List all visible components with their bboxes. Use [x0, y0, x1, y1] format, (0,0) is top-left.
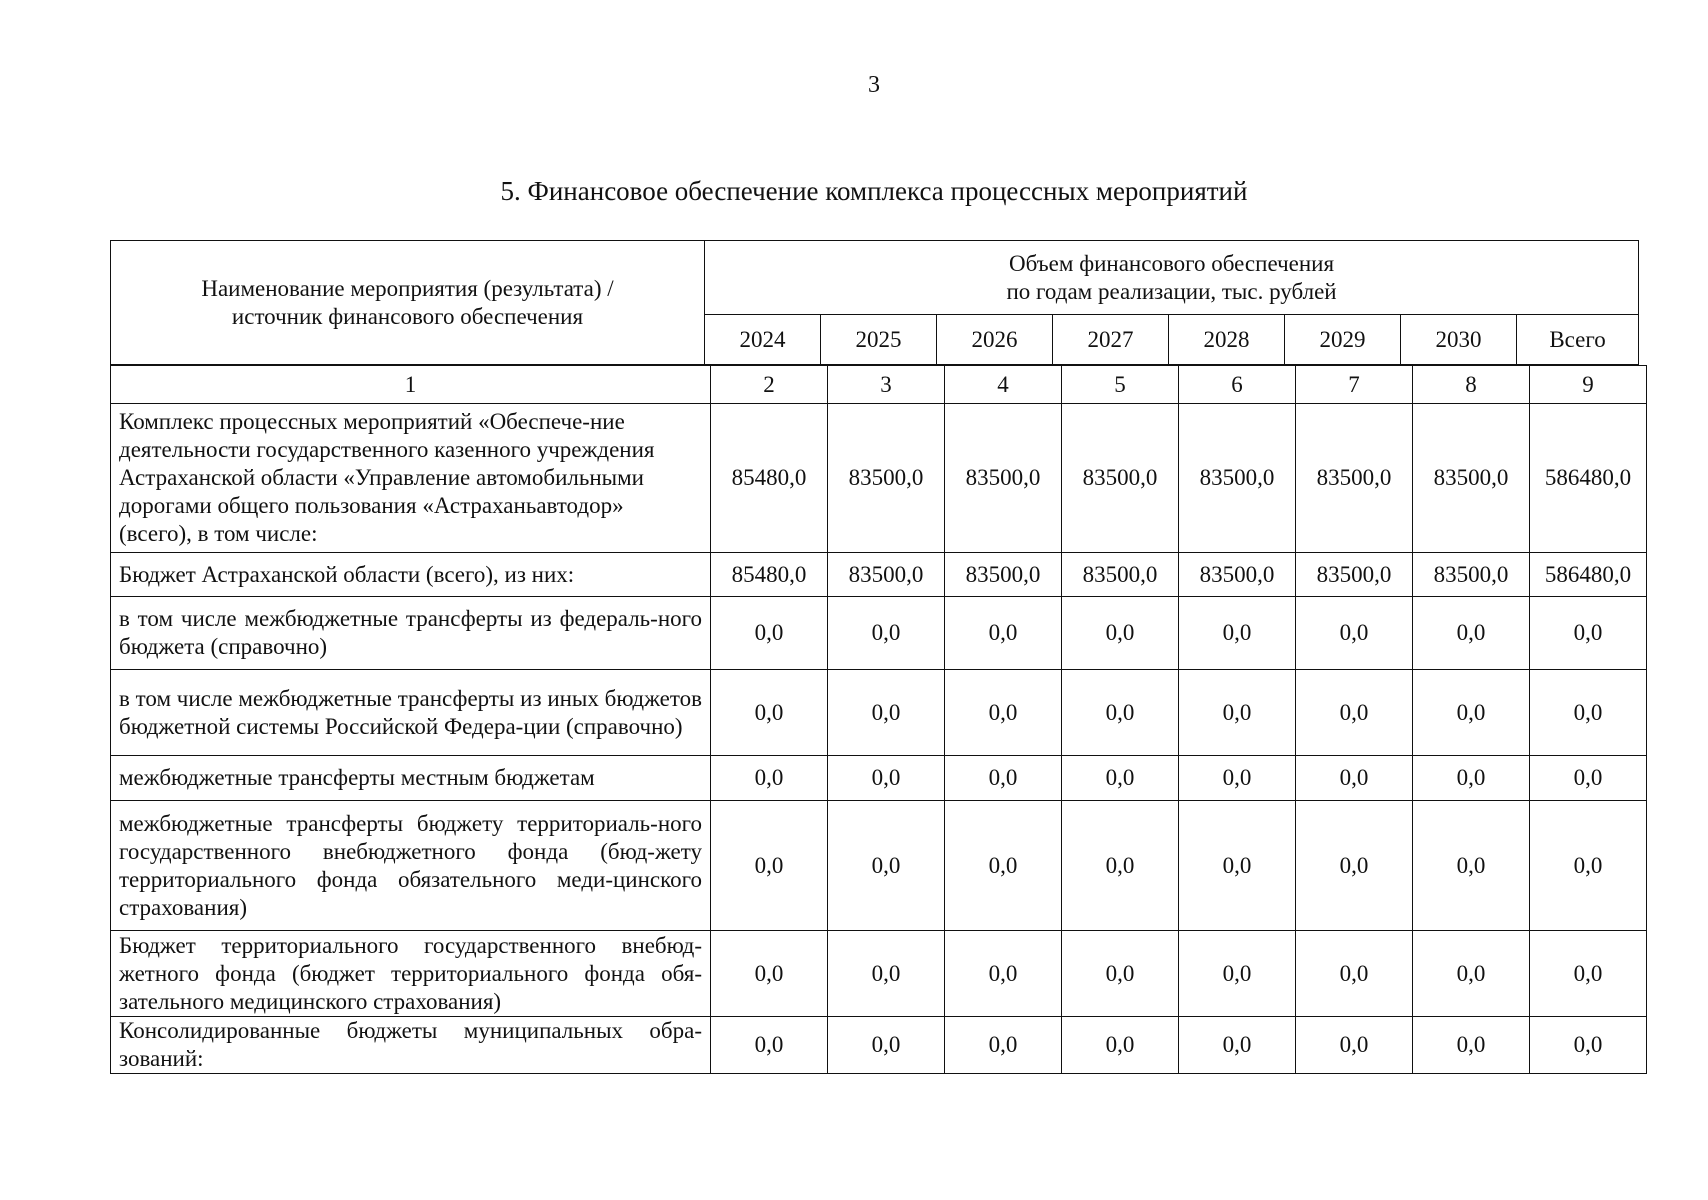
- value-2025: 83500,0: [828, 404, 945, 553]
- column-number: 3: [828, 366, 945, 404]
- header-year-2030: 2030: [1401, 315, 1517, 365]
- value-total: 0,0: [1530, 597, 1647, 670]
- section-title: 5. Финансовое обеспечение комплекса процессных мероприятий: [500, 176, 1248, 206]
- value-2025: 0,0: [828, 1017, 945, 1074]
- value-2030: 0,0: [1413, 756, 1530, 801]
- value-2024: 0,0: [711, 801, 828, 931]
- column-number: 9: [1530, 366, 1647, 404]
- value-2026: 83500,0: [945, 404, 1062, 553]
- value-2029: 0,0: [1296, 801, 1413, 931]
- value-2027: 0,0: [1062, 801, 1179, 931]
- header-name-cell: [111, 241, 705, 365]
- value-2026: 0,0: [945, 670, 1062, 756]
- row-name: межбюджетные трансферты местным бюджетам: [111, 756, 711, 801]
- value-total: 0,0: [1530, 1017, 1647, 1074]
- header-year-2025: 2025: [821, 315, 937, 365]
- value-2024: 0,0: [711, 670, 828, 756]
- value-2029: 83500,0: [1296, 553, 1413, 597]
- row-name: в том числе межбюджетные трансферты из федераль-ного бюджета (справочно): [111, 597, 711, 670]
- value-2028: 0,0: [1179, 597, 1296, 670]
- value-2025: 83500,0: [828, 553, 945, 597]
- value-2028: 0,0: [1179, 1017, 1296, 1074]
- financing-table: [110, 365, 1647, 1074]
- header-volume-line1: Объем финансового обеспечения: [1009, 250, 1335, 276]
- value-2027: 0,0: [1062, 1017, 1179, 1074]
- value-total: 0,0: [1530, 801, 1647, 931]
- value-2026: 0,0: [945, 756, 1062, 801]
- value-2027: 0,0: [1062, 756, 1179, 801]
- value-2028: 83500,0: [1179, 404, 1296, 553]
- value-total: 0,0: [1530, 931, 1647, 1017]
- header-volume-line2: по годам реализации, тыс. рублей: [1006, 278, 1337, 304]
- header-year-2024: 2024: [705, 315, 821, 365]
- header-name-line2: источник финансового обеспечения: [231, 303, 584, 329]
- row-name: Бюджет Астраханской области (всего), из них:: [111, 553, 711, 597]
- value-2029: 0,0: [1296, 756, 1413, 801]
- value-2030: 83500,0: [1413, 553, 1530, 597]
- value-2027: 0,0: [1062, 597, 1179, 670]
- value-total: 0,0: [1530, 670, 1647, 756]
- header-year-total: Всего: [1517, 315, 1639, 365]
- value-2030: 0,0: [1413, 801, 1530, 931]
- value-2030: 0,0: [1413, 931, 1530, 1017]
- value-2025: 0,0: [828, 597, 945, 670]
- value-2030: 0,0: [1413, 670, 1530, 756]
- header-name-line1: Наименование мероприятия (результата) /: [201, 275, 614, 301]
- value-2030: 0,0: [1413, 597, 1530, 670]
- column-number: 1: [111, 366, 711, 404]
- value-2027: 0,0: [1062, 670, 1179, 756]
- table-header: [110, 240, 1639, 365]
- value-total: 586480,0: [1530, 404, 1647, 553]
- table-row: [111, 756, 1647, 801]
- column-number: 7: [1296, 366, 1413, 404]
- value-2024: 0,0: [711, 1017, 828, 1074]
- row-name: межбюджетные трансферты бюджету территориаль-ного государственного внебюджетного фонда (бюд-жету территориального фонда обязательного меди-цинского страхования): [111, 801, 711, 931]
- column-number-row: [111, 366, 1647, 404]
- value-total: 0,0: [1530, 756, 1647, 801]
- value-2029: 0,0: [1296, 597, 1413, 670]
- value-2026: 83500,0: [945, 553, 1062, 597]
- value-2025: 0,0: [828, 931, 945, 1017]
- value-2029: 0,0: [1296, 931, 1413, 1017]
- value-2028: 83500,0: [1179, 553, 1296, 597]
- table-row: [111, 553, 1647, 597]
- value-2026: 0,0: [945, 931, 1062, 1017]
- table-row: [111, 931, 1647, 1017]
- value-2028: 0,0: [1179, 801, 1296, 931]
- value-2024: 0,0: [711, 931, 828, 1017]
- value-2024: 0,0: [711, 756, 828, 801]
- header-volume-cell: [705, 241, 1639, 315]
- row-name: в том числе межбюджетные трансферты из иных бюджетов бюджетной системы Российской Федера-ции (справочно): [111, 670, 711, 756]
- value-2025: 0,0: [828, 670, 945, 756]
- row-name: Консолидированные бюджеты муниципальных обра-зований:: [111, 1017, 711, 1074]
- value-2025: 0,0: [828, 756, 945, 801]
- value-2030: 0,0: [1413, 1017, 1530, 1074]
- value-2026: 0,0: [945, 801, 1062, 931]
- column-number: 8: [1413, 366, 1530, 404]
- table-row: [111, 801, 1647, 931]
- value-2028: 0,0: [1179, 931, 1296, 1017]
- header-year-2026: 2026: [937, 315, 1053, 365]
- table-row: [111, 597, 1647, 670]
- value-2029: 0,0: [1296, 670, 1413, 756]
- value-2026: 0,0: [945, 1017, 1062, 1074]
- table-row: [111, 1017, 1647, 1074]
- value-2029: 83500,0: [1296, 404, 1413, 553]
- column-number: 2: [711, 366, 828, 404]
- column-number: 6: [1179, 366, 1296, 404]
- value-2028: 0,0: [1179, 756, 1296, 801]
- value-2025: 0,0: [828, 801, 945, 931]
- value-2027: 0,0: [1062, 931, 1179, 1017]
- header-year-2027: 2027: [1053, 315, 1169, 365]
- value-2024: 0,0: [711, 597, 828, 670]
- table-row: [111, 670, 1647, 756]
- page-number: 3: [868, 72, 880, 98]
- value-2030: 83500,0: [1413, 404, 1530, 553]
- header-year-2028: 2028: [1169, 315, 1285, 365]
- column-number: 4: [945, 366, 1062, 404]
- value-2027: 83500,0: [1062, 553, 1179, 597]
- value-total: 586480,0: [1530, 553, 1647, 597]
- row-name: Комплекс процессных мероприятий «Обеспече-ние деятельности государственного казенного учреждения Астраханской области «Управление автомобильными дорогами общего пользования «Астраханьавтодор» (всего), в том числе:: [111, 404, 711, 553]
- column-number: 5: [1062, 366, 1179, 404]
- row-name: Бюджет территориального государственного внебюд-жетного фонда (бюджет территориального фонда обя-зательного медицинского страхования): [111, 931, 711, 1017]
- value-2028: 0,0: [1179, 670, 1296, 756]
- value-2024: 85480,0: [711, 553, 828, 597]
- header-year-2029: 2029: [1285, 315, 1401, 365]
- value-2024: 85480,0: [711, 404, 828, 553]
- value-2029: 0,0: [1296, 1017, 1413, 1074]
- value-2027: 83500,0: [1062, 404, 1179, 553]
- table-row: [111, 404, 1647, 553]
- value-2026: 0,0: [945, 597, 1062, 670]
